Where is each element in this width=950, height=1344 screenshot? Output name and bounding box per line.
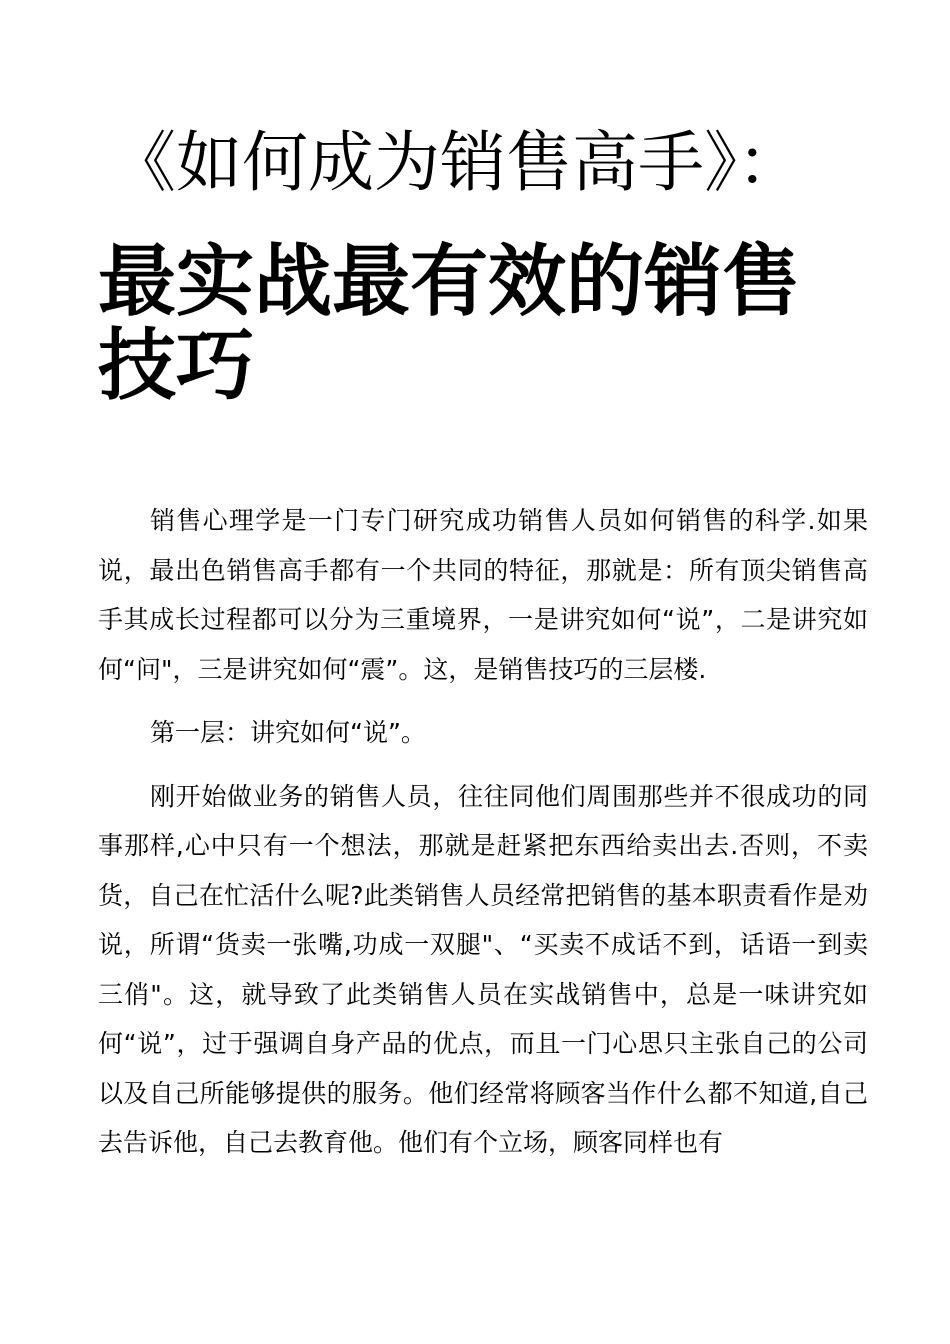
paragraph-intro: 销售心理学是一门专门研究成功销售人员如何销售的科学.如果说，最出色销售高手都有一个共同的特征，那就是：所有顶尖销售高手其成长过程都可以分为三重境界，一是讲究如何“说”，二是讲究如何“问"，三是讲究如何“震”。这，是销售技巧的三层楼. <box>98 506 868 684</box>
document-subtitle: 最实战最有效的销售技巧 <box>98 237 801 411</box>
document-title: 《如何成为销售高手》： <box>110 124 803 201</box>
paragraph-section-heading: 第一层：讲究如何“说”。 <box>150 718 426 747</box>
document-body <box>98 496 868 1182</box>
paragraph-section-body: 刚开始做业务的销售人员，往往同他们周围那些并不很成功的同事那样,心中只有一个想法，那就是赶紧把东西给卖出去.否则，不卖货，自己在忙活什么呢?此类销售人员经常把销售的基本职责看作是劝说，所谓“货卖一张嘴,功成一双腿"、“买卖不成话不到，话语一到卖三俏"。这，就导致了此类销售人员在实战销售中，总是一味讲究如何“说”，过于强调自身产品的优点，而且一门心思只主张自己的公司以及自己所能够提供的服务。他们经常将顾客当作什么都不知道,自己去告诉他，自己去教育他。他们有个立场，顾客同样也有 <box>98 781 868 1157</box>
